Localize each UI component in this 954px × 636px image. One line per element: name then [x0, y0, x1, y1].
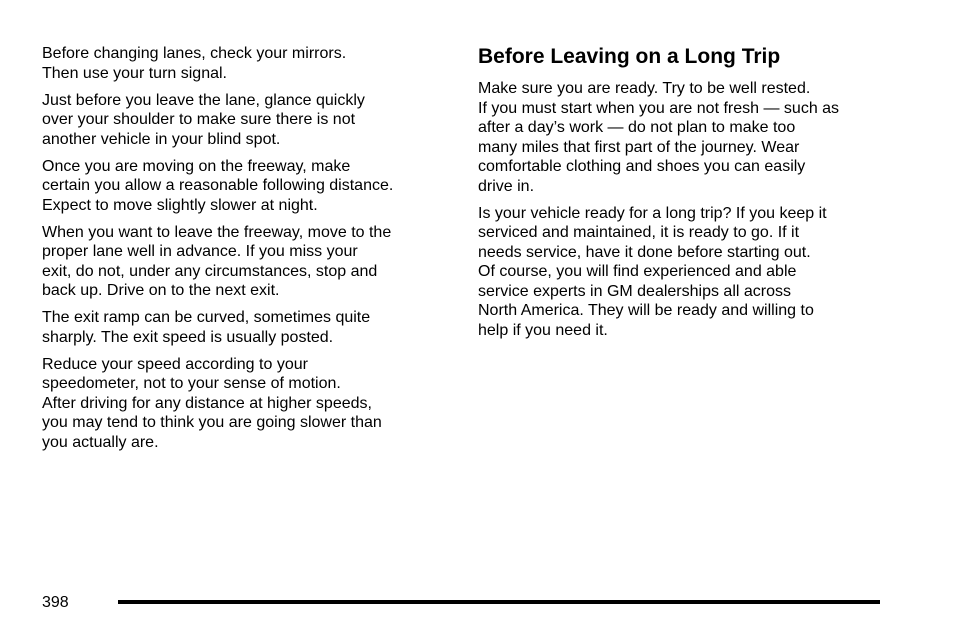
paragraph-vehicle-ready: Is your vehicle ready for a long trip? If you keep it serviced and maintained, it is ready to go. If it needs service, have it done before starting out. Of course, you will find experienced and able service experts in GM dealerships all across North America. They will be ready and willing to help if you need it. [478, 204, 827, 339]
paragraph-reduce-speed: Reduce your speed according to your speedometer, not to your sense of motion. After driving for any distance at higher speeds, you may tend to think you are going slower than you actually are. [42, 355, 382, 451]
footer-rule [118, 600, 880, 604]
paragraph-check-mirrors: Before changing lanes, check your mirrors. Then use your turn signal. [42, 45, 347, 82]
paragraph-exit-ramp: The exit ramp can be curved, sometimes quite sharply. The exit speed is usually posted. [42, 309, 371, 346]
right-column [478, 44, 888, 348]
section-heading: Before Leaving on a Long Trip [478, 45, 781, 68]
page-number: 398 [42, 594, 69, 611]
paragraph-following-distance: Once you are moving on the freeway, make certain you allow a reasonable following distance. Expect to move slightly slower at night. [42, 157, 394, 214]
paragraph-be-ready: Make sure you are ready. Try to be well rested. If you must start when you are not fresh — such as after a day’s work — do not plan to make too many miles that first part of the journey. Wear comfortable clothing and shoes you can easily drive in. [478, 80, 840, 195]
left-column [42, 44, 447, 460]
paragraph-blind-spot: Just before you leave the lane, glance quickly over your shoulder to make sure there is not another vehicle in your blind spot. [42, 91, 365, 148]
paragraph-leaving-freeway: When you want to leave the freeway, move to the proper lane well in advance. If you miss your exit, do not, under any circumstances, stop and back up. Drive on to the next exit. [42, 223, 392, 299]
